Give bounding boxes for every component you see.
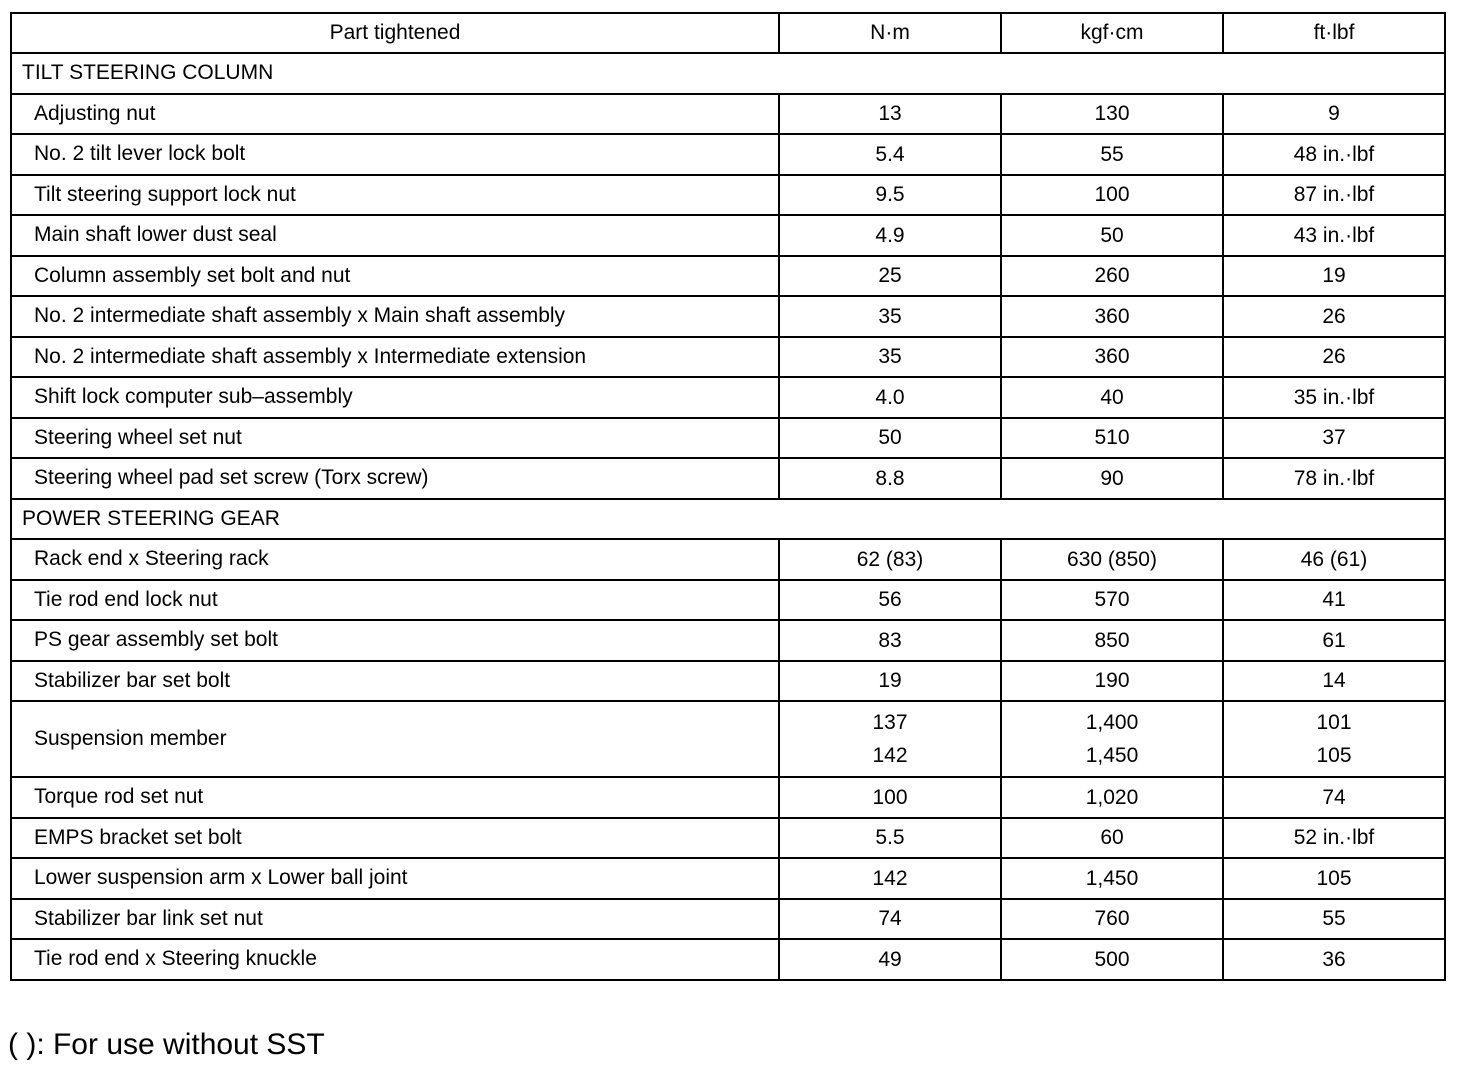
kgfcm-value-cell [1001,858,1223,899]
table-row [11,418,1445,459]
nm-value-cell [779,296,1001,337]
value-text: 87 in.·lbf [1293,183,1375,207]
header-part-tightened: Part tightened [11,13,779,53]
value-text: 36 [1322,947,1346,971]
value-text: 1,400 [1085,711,1139,734]
value-text: 41 [1322,588,1346,612]
nm-value-cell [779,94,1001,135]
nm-value-cell [779,134,1001,175]
ftlbf-value-cell [1223,418,1445,459]
part-name-cell: Adjusting nut [11,94,779,135]
kgfcm-value-cell [1001,777,1223,818]
table-header-row [11,13,1445,53]
value-text: 14 [1322,669,1346,693]
value-text: 142 [872,866,908,890]
value-text: 48 in.·lbf [1293,142,1375,166]
section-row [11,499,1445,540]
value-text: 9 [1328,102,1340,126]
section-title: TILT STEERING COLUMN [11,53,1445,94]
table-row [11,377,1445,418]
value-text: 35 [878,345,902,369]
kgfcm-value-cell [1001,539,1223,580]
kgfcm-value-cell [1001,94,1223,135]
value-text: 260 [1094,264,1130,288]
part-name-cell: Tie rod end lock nut [11,580,779,621]
table-row [11,134,1445,175]
header-ftlbf: ft·lbf [1223,13,1445,53]
value-text: 190 [1094,669,1130,693]
section-row [11,53,1445,94]
nm-value-cell [779,337,1001,378]
part-name-cell: Column assembly set bolt and nut [11,256,779,297]
table-row [11,701,1445,777]
table-row [11,580,1445,621]
part-name-cell: No. 2 intermediate shaft assembly x Intermediate extension [11,337,779,378]
table-row [11,175,1445,216]
ftlbf-value-cell [1223,580,1445,621]
kgfcm-value-cell [1001,175,1223,216]
value-text: 35 [878,304,902,328]
value-text: 8.8 [875,466,905,490]
value-text: 630 (850) [1067,547,1157,571]
table-row [11,661,1445,702]
value-text: 101 [1316,711,1352,734]
value-text: 19 [878,669,902,693]
table-row [11,256,1445,297]
value-text: 35 in.·lbf [1293,385,1375,409]
value-text: 100 [1094,183,1130,207]
part-name-cell: No. 2 tilt lever lock bolt [11,134,779,175]
table-row [11,939,1445,980]
value-text: 360 [1094,304,1130,328]
value-text: 74 [878,907,902,931]
header-kgfcm: kgf·cm [1001,13,1223,53]
header-nm: N·m [779,13,1001,53]
table-row [11,620,1445,661]
value-text: 1,450 [1085,866,1139,890]
section-title: POWER STEERING GEAR [11,499,1445,540]
value-text: 850 [1094,628,1130,652]
value-text: 142 [872,744,908,767]
ftlbf-value-cell [1223,539,1445,580]
part-name-cell: Tilt steering support lock nut [11,175,779,216]
nm-value-cell [779,620,1001,661]
ftlbf-value-cell [1223,777,1445,818]
value-text: 570 [1094,588,1130,612]
nm-value-cell [779,256,1001,297]
value-text: 1,020 [1085,785,1139,809]
ftlbf-value-cell [1223,337,1445,378]
value-text: 37 [1322,426,1346,450]
nm-value-cell [779,818,1001,859]
value-text: 26 [1322,304,1346,328]
value-text: 25 [878,264,902,288]
part-name-cell: Shift lock computer sub–assembly [11,377,779,418]
nm-value-cell [779,899,1001,940]
kgfcm-value-cell [1001,899,1223,940]
kgfcm-value-cell [1001,701,1223,777]
value-text: 50 [878,426,902,450]
nm-value-cell [779,580,1001,621]
value-text: 62 (83) [856,547,924,571]
value-text: 360 [1094,345,1130,369]
value-text: 5.5 [875,826,905,850]
part-name-cell: Lower suspension arm x Lower ball joint [11,858,779,899]
value-text: 100 [872,785,908,809]
nm-value-cell [779,175,1001,216]
nm-value-cell [779,777,1001,818]
value-text: 55 [1100,142,1124,166]
kgfcm-value-cell [1001,580,1223,621]
ftlbf-value-cell [1223,661,1445,702]
part-name-cell: PS gear assembly set bolt [11,620,779,661]
value-text: 500 [1094,947,1130,971]
value-text: 105 [1316,744,1352,767]
footnote: ( ): For use without SST [8,1028,325,1061]
kgfcm-value-cell [1001,418,1223,459]
ftlbf-value-cell [1223,175,1445,216]
kgfcm-value-cell [1001,256,1223,297]
table-row [11,458,1445,499]
value-text: 130 [1094,102,1130,126]
kgfcm-value-cell [1001,377,1223,418]
table-row [11,215,1445,256]
value-text: 510 [1094,426,1130,450]
table-row [11,539,1445,580]
value-text: 56 [878,588,902,612]
value-text: 40 [1100,385,1124,409]
part-name-cell: Rack end x Steering rack [11,539,779,580]
part-name-cell: Stabilizer bar set bolt [11,661,779,702]
value-text: 46 (61) [1300,547,1368,571]
value-text: 5.4 [875,142,905,166]
value-text: 137 [872,711,908,734]
nm-value-cell [779,418,1001,459]
part-name-cell: Main shaft lower dust seal [11,215,779,256]
kgfcm-value-cell [1001,134,1223,175]
value-text: 61 [1322,628,1346,652]
part-name-cell: Stabilizer bar link set nut [11,899,779,940]
part-name-cell: Steering wheel set nut [11,418,779,459]
value-text: 78 in.·lbf [1293,466,1375,490]
kgfcm-value-cell [1001,661,1223,702]
nm-value-cell [779,701,1001,777]
kgfcm-value-cell [1001,215,1223,256]
value-text: 52 in.·lbf [1293,826,1375,850]
ftlbf-value-cell [1223,620,1445,661]
nm-value-cell [779,539,1001,580]
value-text: 9.5 [875,183,905,207]
table-row [11,858,1445,899]
ftlbf-value-cell [1223,134,1445,175]
value-text: 50 [1100,223,1124,247]
nm-value-cell [779,215,1001,256]
kgfcm-value-cell [1001,296,1223,337]
ftlbf-value-cell [1223,701,1445,777]
ftlbf-value-cell [1223,377,1445,418]
ftlbf-value-cell [1223,818,1445,859]
nm-value-cell [779,858,1001,899]
value-text: 49 [878,947,902,971]
value-text: 760 [1094,907,1130,931]
value-text: 1,450 [1085,744,1139,767]
nm-value-cell [779,939,1001,980]
part-name-cell: EMPS bracket set bolt [11,818,779,859]
ftlbf-value-cell [1223,215,1445,256]
part-name-cell: Torque rod set nut [11,777,779,818]
table-row [11,818,1445,859]
value-text: 26 [1322,345,1346,369]
value-text: 74 [1322,785,1346,809]
nm-value-cell [779,377,1001,418]
ftlbf-value-cell [1223,296,1445,337]
torque-spec-table [10,12,1446,981]
ftlbf-value-cell [1223,256,1445,297]
part-name-cell: No. 2 intermediate shaft assembly x Main shaft assembly [11,296,779,337]
kgfcm-value-cell [1001,818,1223,859]
value-text: 55 [1322,907,1346,931]
nm-value-cell [779,661,1001,702]
kgfcm-value-cell [1001,939,1223,980]
ftlbf-value-cell [1223,94,1445,135]
table-body [11,53,1445,980]
ftlbf-value-cell [1223,899,1445,940]
value-text: 83 [878,628,902,652]
value-text: 90 [1100,466,1124,490]
value-text: 19 [1322,264,1346,288]
kgfcm-value-cell [1001,458,1223,499]
part-name-cell: Steering wheel pad set screw (Torx screw) [11,458,779,499]
value-text: 105 [1316,866,1352,890]
value-text: 4.9 [875,223,905,247]
value-text: 13 [878,102,902,126]
kgfcm-value-cell [1001,337,1223,378]
table-row [11,899,1445,940]
table-row [11,94,1445,135]
part-name-cell: Suspension member [11,701,779,777]
table-row [11,337,1445,378]
value-text: 60 [1100,826,1124,850]
part-name-cell: Tie rod end x Steering knuckle [11,939,779,980]
value-text: 43 in.·lbf [1293,223,1375,247]
ftlbf-value-cell [1223,458,1445,499]
table-row [11,296,1445,337]
ftlbf-value-cell [1223,939,1445,980]
nm-value-cell [779,458,1001,499]
table-row [11,777,1445,818]
ftlbf-value-cell [1223,858,1445,899]
kgfcm-value-cell [1001,620,1223,661]
value-text: 4.0 [875,385,905,409]
